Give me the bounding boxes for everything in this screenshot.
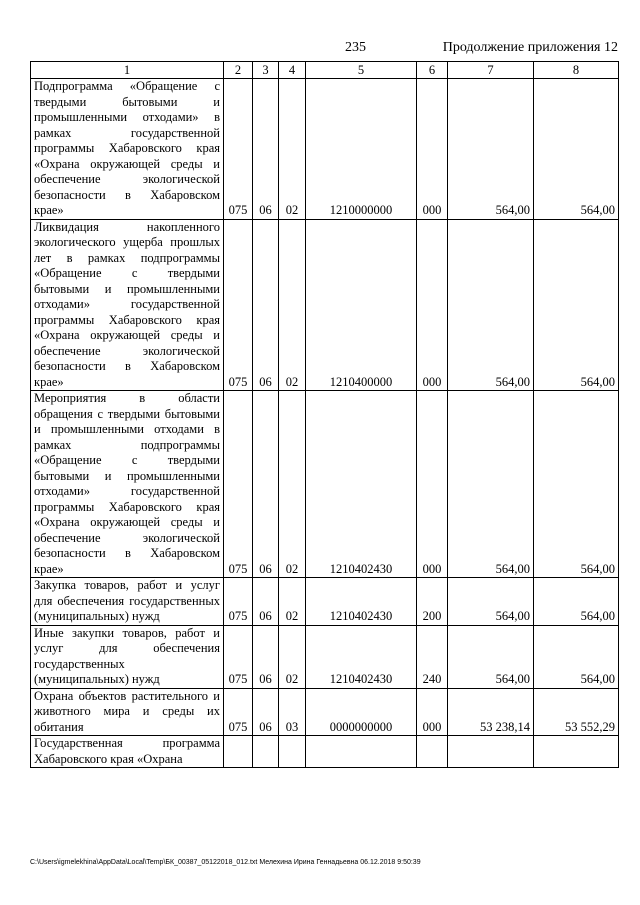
file-path-footer: C:\Users\igmelekhina\AppData\Local\Temp\БК_00387_05122018_012.txt Мелехина Ирина Геннадьевна 06.12.2018 9:50:39 — [30, 859, 421, 866]
column-header: 5 — [306, 62, 417, 79]
amount-2: 564,00 — [534, 578, 619, 626]
admin-code: 075 — [224, 625, 253, 688]
table-row — [31, 79, 619, 220]
amount-2: 564,00 — [534, 625, 619, 688]
amount-1: 564,00 — [448, 625, 534, 688]
budget-table — [30, 61, 619, 768]
amount-1: 564,00 — [448, 219, 534, 391]
amount-2: 564,00 — [534, 79, 619, 220]
amount-1: 53 238,14 — [448, 688, 534, 736]
admin-code — [224, 736, 253, 768]
table-row — [31, 688, 619, 736]
amount-2 — [534, 736, 619, 768]
expense-type: 240 — [417, 625, 448, 688]
subsection-code: 02 — [279, 625, 306, 688]
expense-type — [417, 736, 448, 768]
row-name: Государственная программа Хабаровского края «Охрана — [31, 736, 224, 768]
admin-code: 075 — [224, 219, 253, 391]
expense-type: 000 — [417, 79, 448, 220]
amount-1: 564,00 — [448, 578, 534, 626]
column-header: 6 — [417, 62, 448, 79]
amount-1 — [448, 736, 534, 768]
row-name: Мероприятия в области обращения с твердыми бытовыми и промышленными отходами в рамках подпрограммы «Обращение с твердыми бытовыми и промышленными отходами» государственной программы Хабаровского края «Охрана окружающей среды и обеспечение экологической безопасности в Хабаровском крае» — [31, 391, 224, 578]
section-code: 06 — [253, 219, 279, 391]
column-header: 8 — [534, 62, 619, 79]
expense-type: 000 — [417, 391, 448, 578]
appendix-label: Продолжение приложения 12 — [442, 40, 618, 55]
section-code: 06 — [253, 625, 279, 688]
column-header: 4 — [279, 62, 306, 79]
subsection-code: 03 — [279, 688, 306, 736]
amount-1: 564,00 — [448, 79, 534, 220]
target-article: 1210402430 — [306, 578, 417, 626]
row-name: Иные закупки товаров, работ и услуг для обеспечения государственных (муниципальных) нужд — [31, 625, 224, 688]
table-row — [31, 625, 619, 688]
subsection-code: 02 — [279, 79, 306, 220]
section-code — [253, 736, 279, 768]
column-header-row — [31, 62, 619, 79]
admin-code: 075 — [224, 578, 253, 626]
row-name: Ликвидация накопленного экологического ущерба прошлых лет в рамках подпрограммы «Обращение с твердыми бытовыми и промышленными отходами» государственной программы Хабаровского края «Охрана окружающей среды и обеспечение экологической безопасности в Хабаровском крае» — [31, 219, 224, 391]
target-article: 1210000000 — [306, 79, 417, 220]
column-header: 2 — [224, 62, 253, 79]
row-name: Закупка товаров, работ и услуг для обеспечения государственных (муниципальных) нужд — [31, 578, 224, 626]
target-article: 1210402430 — [306, 391, 417, 578]
target-article — [306, 736, 417, 768]
row-name: Подпрограмма «Обращение с твердыми бытовыми и промышленными отходами» в рамках государственной программы Хабаровского края «Охрана окружающей среды и обеспечение экологической безопасности в Хабаровском крае» — [31, 79, 224, 220]
expense-type: 200 — [417, 578, 448, 626]
target-article: 1210402430 — [306, 625, 417, 688]
amount-2: 564,00 — [534, 219, 619, 391]
expense-type: 000 — [417, 688, 448, 736]
table-row — [31, 578, 619, 626]
page-number: 235 — [345, 40, 366, 55]
section-code: 06 — [253, 79, 279, 220]
target-article: 1210400000 — [306, 219, 417, 391]
subsection-code: 02 — [279, 219, 306, 391]
subsection-code — [279, 736, 306, 768]
table-row — [31, 219, 619, 391]
amount-1: 564,00 — [448, 391, 534, 578]
admin-code: 075 — [224, 79, 253, 220]
amount-2: 564,00 — [534, 391, 619, 578]
section-code: 06 — [253, 391, 279, 578]
section-code: 06 — [253, 688, 279, 736]
table-row — [31, 736, 619, 768]
column-header: 1 — [31, 62, 224, 79]
table-row — [31, 391, 619, 578]
row-name: Охрана объектов растительного и животного мира и среды их обитания — [31, 688, 224, 736]
subsection-code: 02 — [279, 391, 306, 578]
target-article: 0000000000 — [306, 688, 417, 736]
expense-type: 000 — [417, 219, 448, 391]
admin-code: 075 — [224, 688, 253, 736]
column-header: 7 — [448, 62, 534, 79]
admin-code: 075 — [224, 391, 253, 578]
section-code: 06 — [253, 578, 279, 626]
amount-2: 53 552,29 — [534, 688, 619, 736]
column-header: 3 — [253, 62, 279, 79]
subsection-code: 02 — [279, 578, 306, 626]
